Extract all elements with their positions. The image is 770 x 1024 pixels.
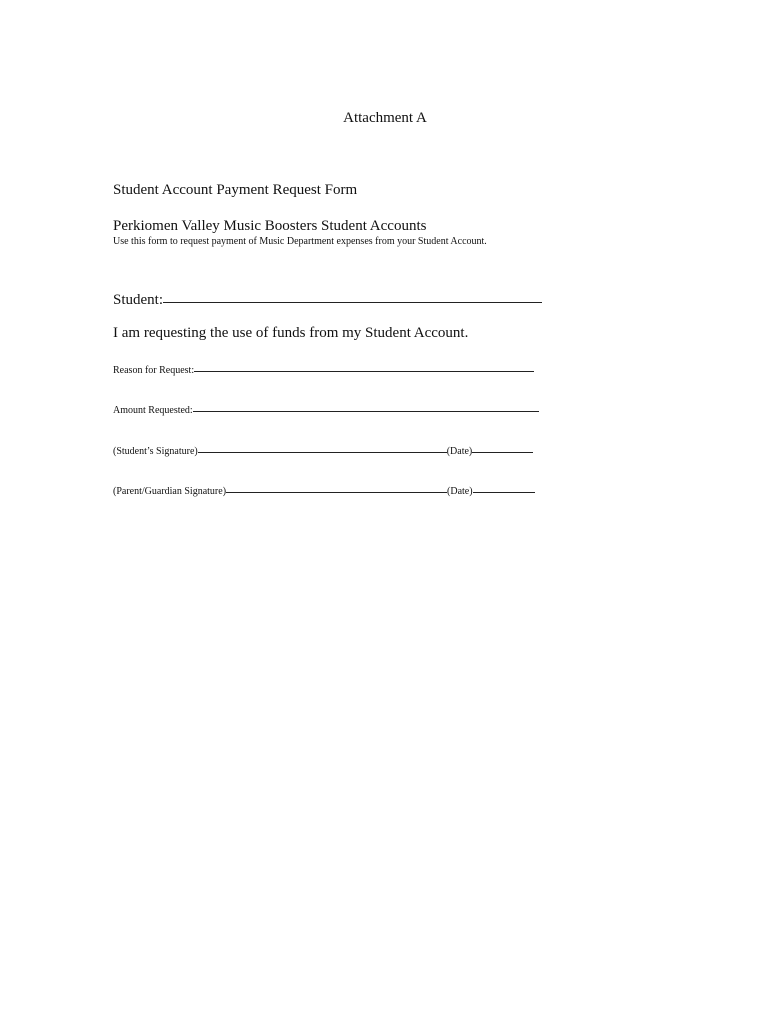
- parent-signature-row: [113, 483, 535, 497]
- form-title: Student Account Payment Request Form: [113, 182, 358, 198]
- amount-row: [113, 402, 539, 416]
- reason-field[interactable]: [194, 361, 534, 372]
- instructions-text: Use this form to request payment of Music Department expenses from your Student Account.: [113, 236, 487, 247]
- parent-signature-label: (Parent/Guardian Signature): [113, 486, 227, 497]
- student-date-label: (Date): [446, 446, 473, 457]
- student-signature-label: (Student’s Signature): [113, 446, 198, 457]
- reason-row: [113, 362, 534, 376]
- parent-signature-field[interactable]: [226, 482, 447, 493]
- parent-date-label: (Date): [447, 486, 473, 497]
- amount-field[interactable]: [193, 401, 539, 412]
- student-label: Student:: [113, 292, 164, 308]
- attachment-title: Attachment A: [343, 110, 427, 126]
- student-signature-row: [113, 443, 533, 457]
- reason-label: Reason for Request:: [113, 365, 195, 376]
- parent-date-field[interactable]: [473, 482, 535, 493]
- student-name-field[interactable]: [163, 288, 542, 303]
- organization-title: Perkiomen Valley Music Boosters Student Accounts: [113, 218, 427, 234]
- request-statement: I am requesting the use of funds from my Student Account.: [113, 325, 469, 341]
- amount-label: Amount Requested:: [113, 405, 193, 416]
- student-signature-field[interactable]: [198, 442, 447, 453]
- student-name-row: [113, 289, 542, 309]
- student-date-field[interactable]: [472, 442, 533, 453]
